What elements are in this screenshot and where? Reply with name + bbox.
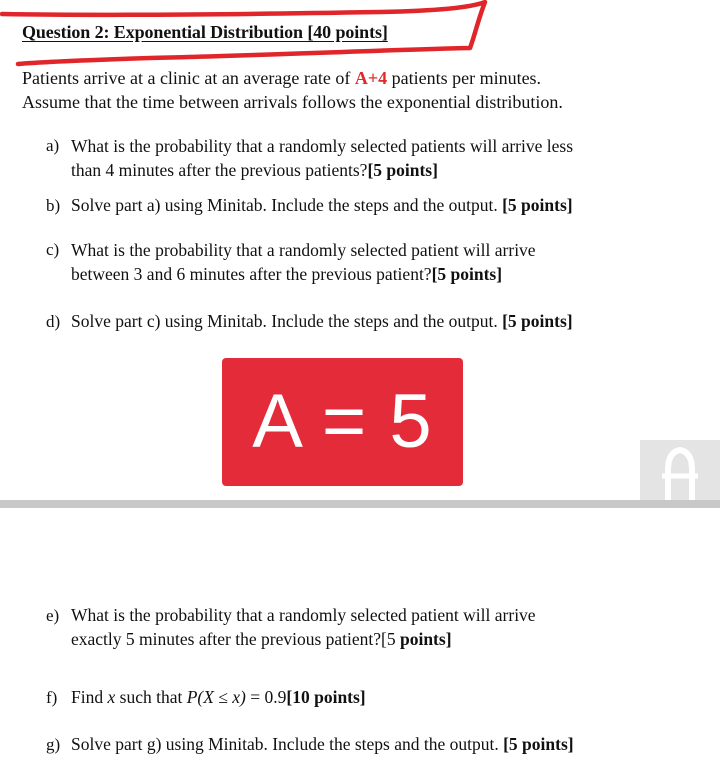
- rate-highlight: A+4: [354, 68, 388, 88]
- a-value-text: A = 5: [252, 379, 433, 464]
- part-b-body: Solve part a) using Minitab. Include the steps and the output.: [71, 195, 503, 215]
- part-g-text: [71, 732, 574, 756]
- part-e-line-2-text: exactly 5 minutes after the previous patient?[5: [71, 629, 400, 649]
- part-e-line-2: [71, 627, 536, 651]
- part-g-points: [5 points]: [503, 734, 574, 754]
- part-c-line-2: [71, 262, 536, 286]
- a-value-banner: [222, 358, 463, 486]
- part-d-body: Solve part c) using Minitab. Include the steps and the output.: [71, 311, 503, 331]
- part-a-text: [71, 134, 573, 182]
- part-a-line-2-text: than 4 minutes after the previous patients?: [71, 160, 368, 180]
- part-f-pre: Find: [71, 687, 108, 707]
- part-c-line-2-text: between 3 and 6 minutes after the previous patient?: [71, 264, 432, 284]
- part-f-variable: x: [107, 687, 116, 707]
- part-f-text: [71, 685, 366, 709]
- part-g-body: Solve part g) using Minitab. Include the steps and the output.: [71, 734, 504, 754]
- part-a-line-1: What is the probability that a randomly selected patients will arrive less: [71, 136, 574, 156]
- watermark-icon: [640, 440, 720, 508]
- part-g-letter: g): [46, 735, 61, 754]
- part-f-points: [10 points]: [286, 687, 366, 707]
- part-b-letter: b): [46, 196, 61, 215]
- part-e-points: points]: [399, 629, 452, 649]
- part-c-text: [71, 238, 536, 286]
- part-f-expression: P(X ≤ x): [186, 687, 246, 707]
- part-d-points: [5 points]: [502, 311, 573, 331]
- part-d-letter: d): [46, 312, 61, 331]
- intro-text: Patients arrive at a clinic at an average rate of: [22, 68, 355, 88]
- intro-line-1: [22, 68, 541, 89]
- watermark-logo: [640, 440, 720, 508]
- part-f-letter: f): [46, 688, 58, 707]
- part-e-line-1: What is the probability that a randomly selected patient will arrive: [71, 605, 536, 625]
- intro-text-end: patients per minutes.: [387, 68, 542, 88]
- intro-line-2: Assume that the time between arrivals follows the exponential distribution.: [22, 92, 563, 112]
- page-separator: [0, 500, 720, 508]
- part-b-points: [5 points]: [502, 195, 573, 215]
- part-a-letter: a): [46, 136, 60, 155]
- part-c-points: [5 points]: [431, 264, 503, 284]
- question-title: Question 2: Exponential Distribution [40 points]: [22, 22, 388, 42]
- part-f-equals: = 0.9: [245, 687, 287, 707]
- part-f-mid: such that: [115, 687, 187, 707]
- part-b-text: [71, 193, 573, 217]
- part-e-letter: e): [46, 606, 60, 625]
- part-d-text: [71, 309, 573, 333]
- part-a-line-2: [71, 158, 573, 182]
- part-e-text: [71, 603, 536, 651]
- part-a-points: [5 points]: [367, 160, 438, 180]
- part-c-letter: c): [46, 240, 60, 259]
- part-c-line-1: What is the probability that a randomly selected patient will arrive: [71, 240, 536, 260]
